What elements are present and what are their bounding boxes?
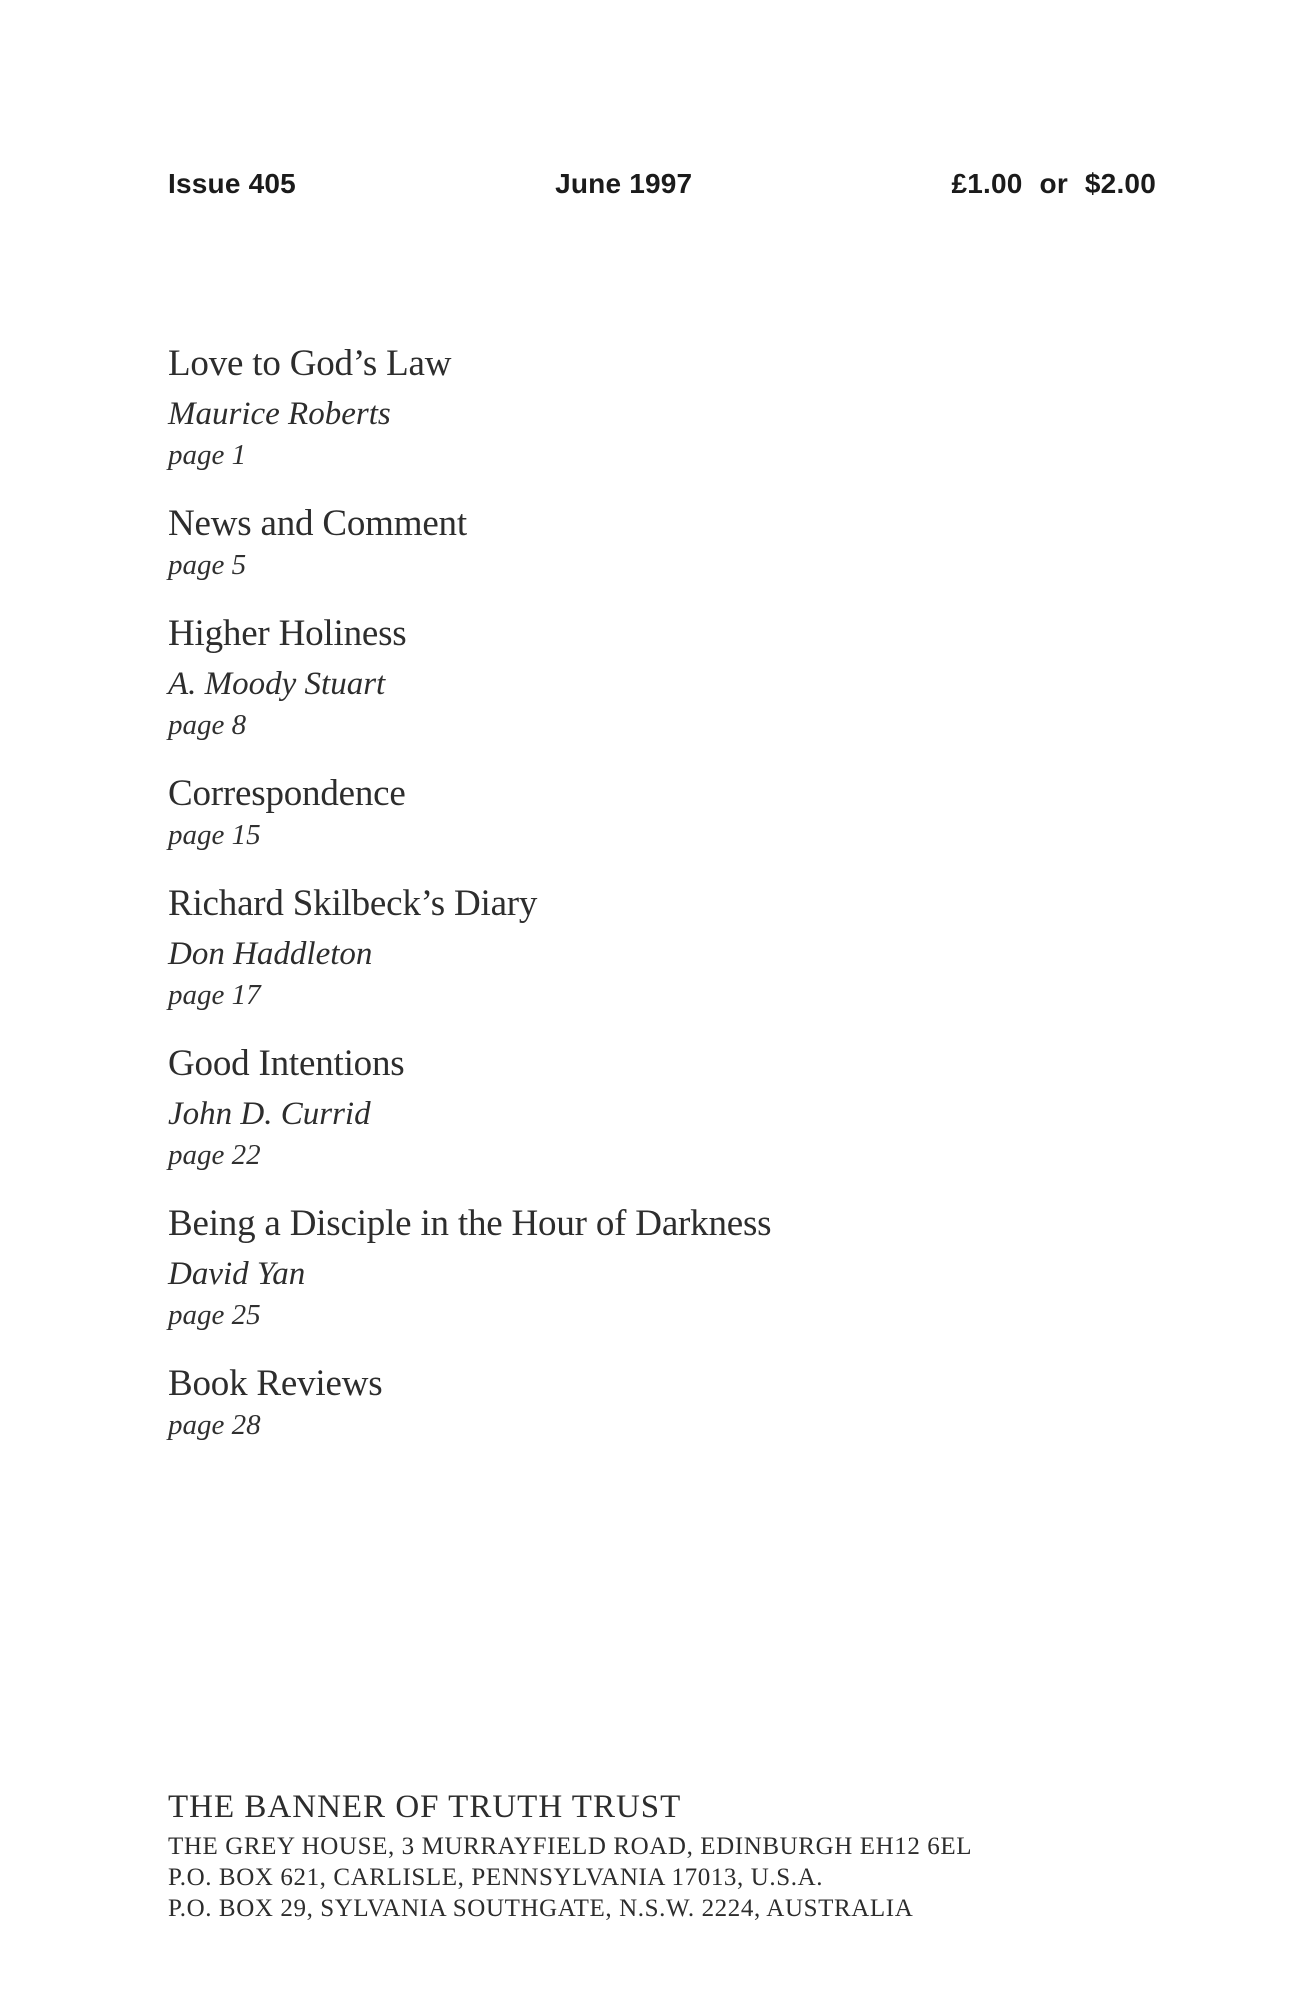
toc-entry <box>168 499 1068 581</box>
article-title: Higher Holiness <box>168 613 407 654</box>
article-page: page 25 <box>168 1299 261 1331</box>
article-page: page 1 <box>168 439 247 471</box>
article-author: Maurice Roberts <box>168 396 391 432</box>
article-title: Correspondence <box>168 773 406 814</box>
article-page: page 28 <box>168 1409 261 1441</box>
publisher-block <box>168 1786 972 1924</box>
issue-masthead <box>168 168 1156 200</box>
issue-number: Issue 405 <box>168 168 296 199</box>
toc-entry <box>168 769 1068 851</box>
table-of-contents <box>168 339 1068 1469</box>
toc-entry <box>168 879 1068 1011</box>
toc-entry <box>168 1039 1068 1171</box>
publisher-address-australia: P.O. BOX 29, SYLVANIA SOUTHGATE, N.S.W. 2224, AUSTRALIA <box>168 1895 914 1922</box>
article-page: page 17 <box>168 979 261 1011</box>
article-title: Love to God’s Law <box>168 343 452 384</box>
article-title: Good Intentions <box>168 1043 405 1084</box>
article-title: Book Reviews <box>168 1363 383 1404</box>
publisher-address-edinburgh: THE GREY HOUSE, 3 MURRAYFIELD ROAD, EDINBURGH EH12 6EL <box>168 1833 973 1860</box>
article-title: Being a Disciple in the Hour of Darkness <box>168 1203 772 1244</box>
article-page: page 5 <box>168 549 247 581</box>
article-page: page 15 <box>168 819 261 851</box>
toc-entry <box>168 609 1068 741</box>
toc-entry <box>168 1359 1068 1441</box>
article-author: Don Haddleton <box>168 936 373 972</box>
article-author: John D. Currid <box>168 1096 371 1132</box>
toc-entry <box>168 339 1068 471</box>
publisher-name: THE BANNER OF TRUTH TRUST <box>168 1789 682 1825</box>
article-title: Richard Skilbeck’s Diary <box>168 883 538 924</box>
toc-entry <box>168 1199 1068 1331</box>
publisher-address-usa: P.O. BOX 621, CARLISLE, PENNSYLVANIA 17013, U.S.A. <box>168 1864 824 1891</box>
issue-price: £1.00 or $2.00 <box>951 168 1156 199</box>
article-author: A. Moody Stuart <box>168 666 386 702</box>
issue-date: June 1997 <box>555 168 693 199</box>
article-author: David Yan <box>168 1256 306 1292</box>
article-title: News and Comment <box>168 503 467 544</box>
article-page: page 22 <box>168 1139 261 1171</box>
article-page: page 8 <box>168 709 247 741</box>
